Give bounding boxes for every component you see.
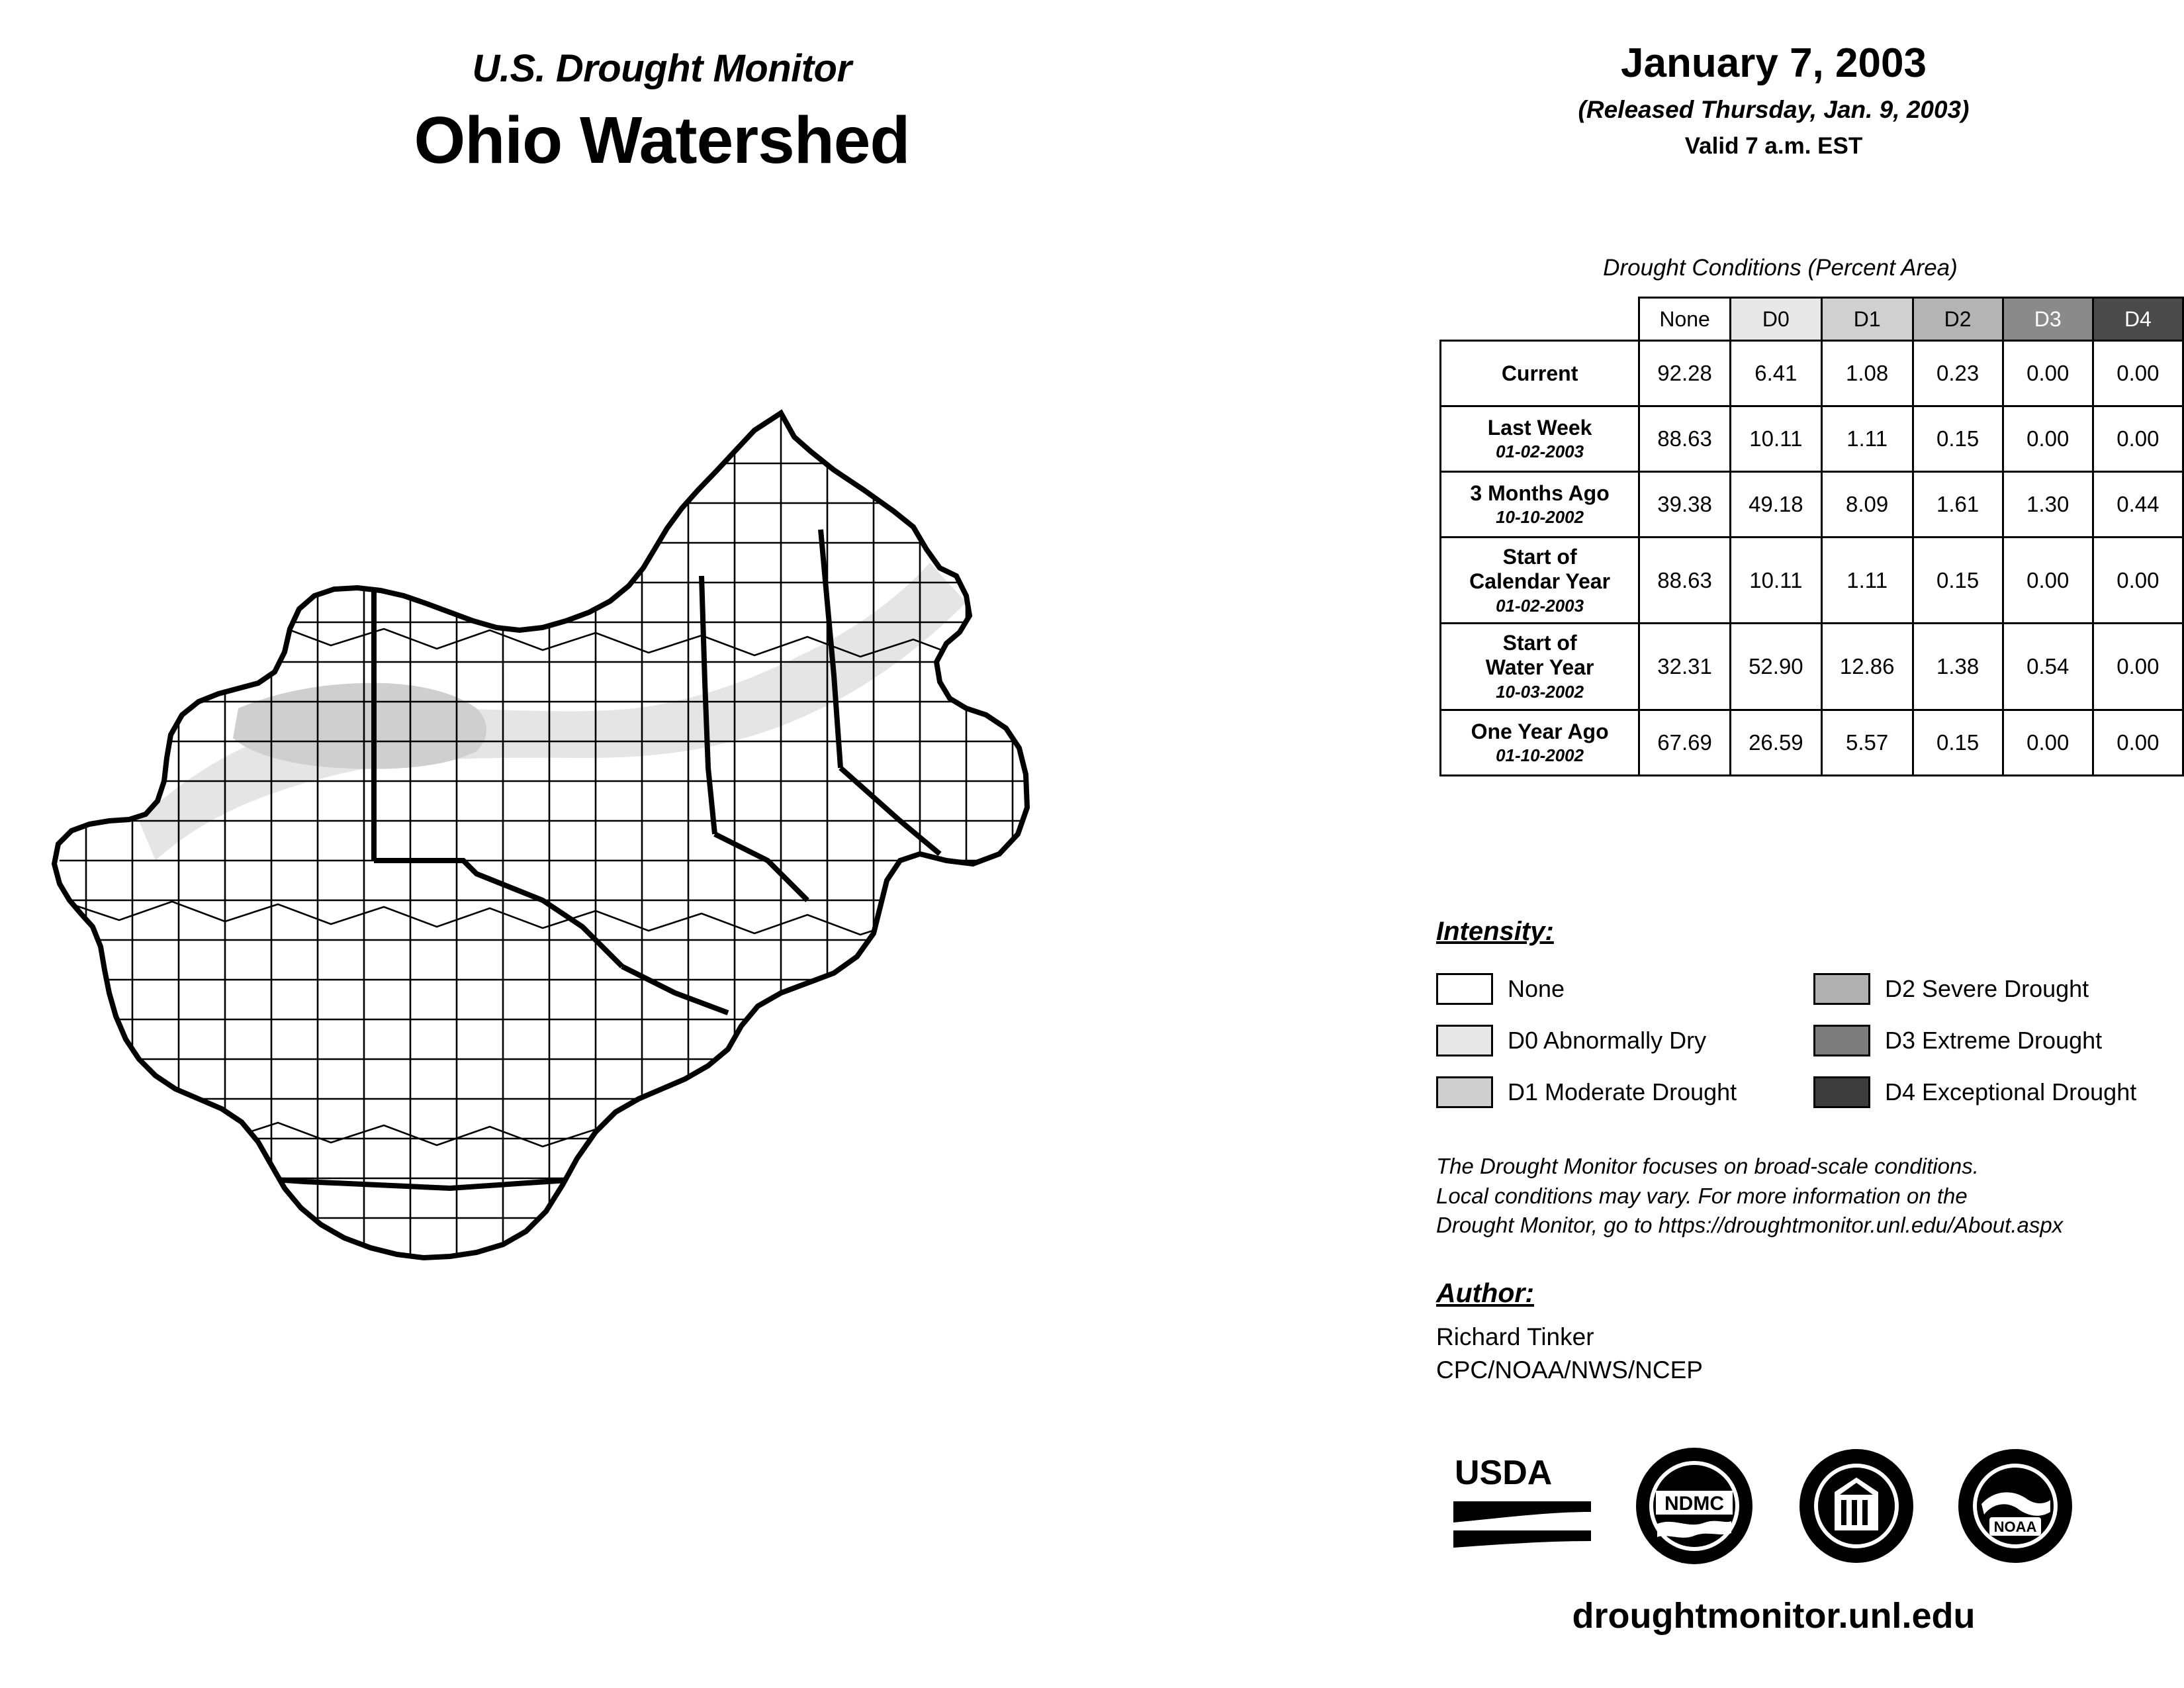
cell-wy-d3: 0.54 <box>2003 624 2093 710</box>
column-header-d0: D0 <box>1730 298 1821 341</box>
cell-3mo-d0: 49.18 <box>1730 472 1821 538</box>
row-label-text: Current <box>1501 361 1578 385</box>
legend-label-d3: D3 Extreme Drought <box>1885 1027 2103 1054</box>
intensity-title: Intensity: <box>1436 917 1554 946</box>
ndmc-logo[interactable] <box>1628 1443 1767 1572</box>
release-date: (Released Thursday, Jan. 9, 2003) <box>1578 96 1970 123</box>
swatch-d4-icon <box>1813 1076 1870 1108</box>
swatch-d2-icon <box>1813 973 1870 1005</box>
program-title: U.S. Drought Monitor <box>472 47 852 90</box>
valid-time: Valid 7 a.m. EST <box>1684 133 1863 159</box>
row-label-text: 3 Months Ago <box>1470 481 1610 505</box>
author-name: Richard Tinker <box>1436 1323 1594 1350</box>
disclaimer-line-1: The Drought Monitor focuses on broad-scale conditions. <box>1436 1154 1979 1178</box>
row-label-date: 01-02-2003 <box>1496 442 1584 462</box>
map-base-layer <box>54 413 1027 1258</box>
noaa-logo[interactable] <box>1952 1443 2085 1572</box>
row-label-text: Last Week <box>1487 415 1592 440</box>
swatch-d1-icon <box>1436 1076 1493 1108</box>
row-label-current <box>1441 341 1639 406</box>
cell-cy-d4: 0.00 <box>2093 538 2183 624</box>
date-block <box>1390 40 2158 160</box>
row-label-text-line2: Calendar Year <box>1469 569 1611 593</box>
cell-wy-d0: 52.90 <box>1730 624 1821 710</box>
legend-item-d2 <box>1813 963 2136 1015</box>
legend-column-right <box>1813 963 2136 1118</box>
row-label-start-calendar-year <box>1441 538 1639 624</box>
legend-item-d4 <box>1813 1066 2136 1118</box>
cell-cy-d3: 0.00 <box>2003 538 2093 624</box>
doc-logo[interactable] <box>1794 1443 1926 1572</box>
cell-1yr-none: 67.69 <box>1639 710 1731 775</box>
table-row <box>1441 341 2183 406</box>
cell-cy-d1: 1.11 <box>1821 538 1913 624</box>
legend-item-none <box>1436 963 1737 1015</box>
row-label-date: 01-02-2003 <box>1496 595 1584 616</box>
row-label-start-water-year <box>1441 624 1639 710</box>
table-header-row <box>1441 298 2183 341</box>
table-caption: Drought Conditions (Percent Area) <box>1603 255 1958 281</box>
cell-cy-d0: 10.11 <box>1730 538 1821 624</box>
map-date: January 7, 2003 <box>1621 40 1927 86</box>
author-title: Author: <box>1436 1278 1535 1308</box>
cell-current-d3: 0.00 <box>2003 341 2093 406</box>
table-row <box>1441 538 2183 624</box>
usda-wordmark: USDA <box>1455 1454 1553 1492</box>
cell-cy-d2: 0.15 <box>1913 538 2003 624</box>
cell-wy-d2: 1.38 <box>1913 624 2003 710</box>
swatch-d0-icon <box>1436 1025 1493 1056</box>
legend-label-none: None <box>1508 975 1565 1002</box>
cell-1yr-d4: 0.00 <box>2093 710 2183 775</box>
header-corner <box>1441 298 1639 341</box>
cell-1yr-d2: 0.15 <box>1913 710 2003 775</box>
table-row <box>1441 710 2183 775</box>
cell-wy-d1: 12.86 <box>1821 624 1913 710</box>
table-row <box>1441 472 2183 538</box>
cell-3mo-none: 39.38 <box>1639 472 1731 538</box>
cell-current-d4: 0.00 <box>2093 341 2183 406</box>
cell-current-d0: 6.41 <box>1730 341 1821 406</box>
cell-last-week-d4: 0.00 <box>2093 406 2183 472</box>
ndmc-wordmark: NDMC <box>1664 1493 1724 1515</box>
cell-last-week-d0: 10.11 <box>1730 406 1821 472</box>
cell-cy-none: 88.63 <box>1639 538 1731 624</box>
legend-item-d0 <box>1436 1015 1737 1066</box>
cell-3mo-d4: 0.44 <box>2093 472 2183 538</box>
row-label-text-line2: Water Year <box>1485 655 1594 680</box>
column-header-d1: D1 <box>1821 298 1913 341</box>
cell-wy-d4: 0.00 <box>2093 624 2183 710</box>
cell-current-d2: 0.23 <box>1913 341 2003 406</box>
cell-last-week-d3: 0.00 <box>2003 406 2093 472</box>
disclaimer-line-2: Local conditions may vary. For more information on the <box>1436 1183 1968 1208</box>
swatch-none-icon <box>1436 973 1493 1005</box>
cell-1yr-d1: 5.57 <box>1821 710 1913 775</box>
cell-3mo-d1: 8.09 <box>1821 472 1913 538</box>
cell-current-d1: 1.08 <box>1821 341 1913 406</box>
table-row <box>1441 624 2183 710</box>
column-header-d3: D3 <box>2003 298 2093 341</box>
website-url[interactable]: droughtmonitor.unl.edu <box>1572 1596 1976 1636</box>
usda-logo[interactable] <box>1449 1443 1602 1566</box>
row-label-date: 01-10-2002 <box>1496 745 1584 766</box>
column-header-none: None <box>1639 298 1731 341</box>
legend-label-d4: D4 Exceptional Drought <box>1885 1078 2137 1105</box>
legend-column-left <box>1436 963 1737 1118</box>
swatch-d3-icon <box>1813 1025 1870 1056</box>
row-label-date: 10-10-2002 <box>1496 507 1584 528</box>
row-label-3-months-ago <box>1441 472 1639 538</box>
column-header-d2: D2 <box>1913 298 2003 341</box>
cell-3mo-d3: 1.30 <box>2003 472 2093 538</box>
column-header-d4: D4 <box>2093 298 2183 341</box>
disclaimer-text <box>1436 1152 2184 1241</box>
cell-wy-none: 32.31 <box>1639 624 1731 710</box>
legend-item-d1 <box>1436 1066 1737 1118</box>
cell-last-week-d1: 1.11 <box>1821 406 1913 472</box>
drought-conditions-table <box>1439 297 2184 776</box>
cell-1yr-d0: 26.59 <box>1730 710 1821 775</box>
author-affiliation: CPC/NOAA/NWS/NCEP <box>1436 1356 1703 1383</box>
disclaimer-line-3: Drought Monitor, go to https://droughtmonitor.unl.edu/About.aspx <box>1436 1213 2064 1238</box>
row-label-last-week <box>1441 406 1639 472</box>
legend-item-d3 <box>1813 1015 2136 1066</box>
cell-last-week-d2: 0.15 <box>1913 406 2003 472</box>
row-label-text-line1: Start of <box>1502 631 1577 655</box>
logo-row <box>1430 1443 2171 1582</box>
ohio-watershed-map[interactable] <box>40 397 1337 1430</box>
row-label-text-line1: Start of <box>1502 545 1577 569</box>
noaa-wordmark: NOAA <box>1993 1519 2037 1535</box>
info-panel <box>1363 0 2184 1688</box>
legend-label-d0: D0 Abnormally Dry <box>1508 1027 1707 1054</box>
row-label-date: 10-03-2002 <box>1496 682 1584 702</box>
table-row <box>1441 406 2183 472</box>
cell-current-none: 92.28 <box>1639 341 1731 406</box>
legend-label-d1: D1 Moderate Drought <box>1508 1078 1737 1105</box>
author-block <box>1436 1321 1703 1387</box>
legend-label-d2: D2 Severe Drought <box>1885 975 2089 1002</box>
title-block <box>0 46 1324 179</box>
region-title: Ohio Watershed <box>414 103 910 177</box>
row-label-one-year-ago <box>1441 710 1639 775</box>
cell-1yr-d3: 0.00 <box>2003 710 2093 775</box>
cell-last-week-none: 88.63 <box>1639 406 1731 472</box>
cell-3mo-d2: 1.61 <box>1913 472 2003 538</box>
row-label-text: One Year Ago <box>1471 719 1609 743</box>
